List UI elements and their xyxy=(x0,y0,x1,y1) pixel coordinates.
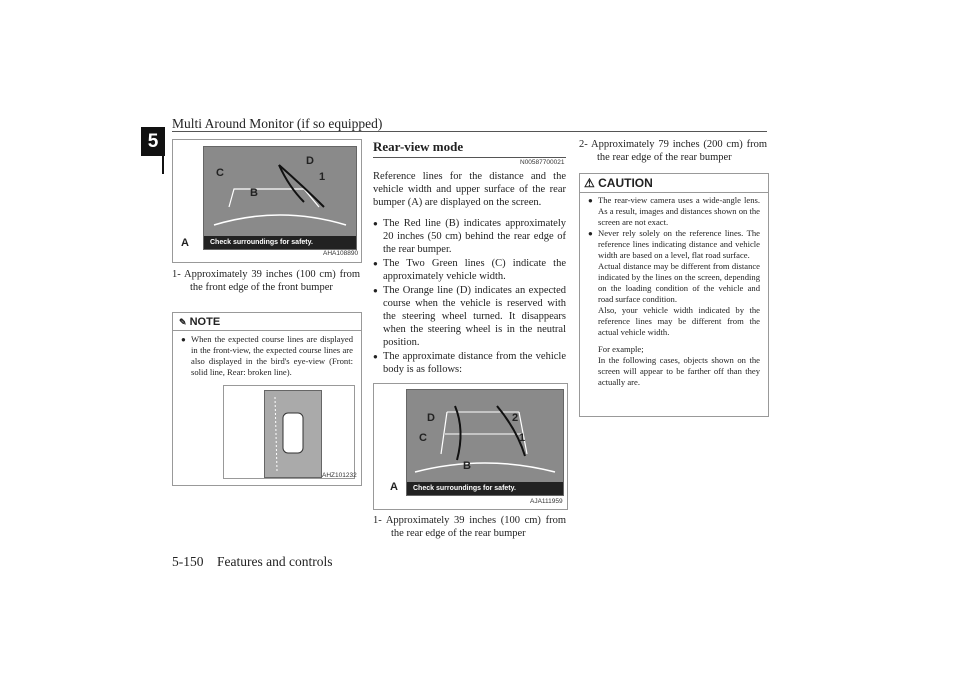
bullet-green-lines: ● The Two Green lines (C) indicate the approximately vehicle width. xyxy=(373,257,566,283)
fig1-code: AHA108890 xyxy=(323,250,359,257)
rear-view-heading-wrap xyxy=(373,139,566,158)
col3-caption: 2- Approximately 79 inches (200 cm) from the rear edge of the rear bumper xyxy=(579,139,767,163)
caution-bullet-reference-lines: ● Never rely solely on the reference lines. The reference lines indicating distance and vehicle width are based on a level, flat road surface. xyxy=(588,228,760,261)
caution-para-vehicle-width: Also, your vehicle width indicated by the reference lines may be different from the actual vehicle width. xyxy=(598,305,760,337)
fig2-label-1: 1 xyxy=(519,432,526,444)
caution-para-example: For example; xyxy=(598,344,644,354)
note-header xyxy=(179,316,220,328)
rear-camera-screen xyxy=(406,389,564,496)
caution-body xyxy=(588,195,760,388)
warning-triangle-icon: ⚠ xyxy=(584,176,595,190)
front-screen-message: Check surroundings for safety. xyxy=(204,236,356,249)
note-icon: ✎ xyxy=(179,317,187,327)
birds-eye-figure xyxy=(223,385,355,479)
header-rule xyxy=(172,131,767,132)
fig2-label-a: A xyxy=(390,481,398,493)
front-view-figure xyxy=(172,139,362,263)
section-tab: 5 xyxy=(141,127,165,156)
fig2-label-2: 2 xyxy=(512,412,519,424)
caution-header xyxy=(584,176,653,190)
caution-box xyxy=(579,173,769,417)
rear-view-bullets xyxy=(373,217,566,376)
rear-guide-lines xyxy=(407,390,563,495)
fig2-label-b: B xyxy=(463,460,471,472)
caution-rule xyxy=(580,192,768,193)
front-guide-lines xyxy=(204,147,356,249)
fig2-label-c: C xyxy=(419,432,427,444)
note-header-text: NOTE xyxy=(189,316,221,328)
page-footer: 5-150 Features and controls xyxy=(172,554,333,569)
rear-view-heading: Rear-view mode xyxy=(373,139,464,154)
fig2-label-d: D xyxy=(427,412,435,424)
note-fig-code: AHZ101232 xyxy=(322,472,357,479)
fig2-code: AJA111959 xyxy=(530,498,563,505)
section-tab-line xyxy=(162,156,164,174)
fig1-label-a: A xyxy=(181,237,189,249)
caution-bullet-wide-angle: ● The rear-view camera uses a wide-angle lens. As a result, images and distances shown on the screen are not exact. xyxy=(588,195,760,228)
fig1-label-d: D xyxy=(306,155,314,167)
rear-screen-message: Check surroundings for safety. xyxy=(407,482,563,495)
fig1-label-1: 1 xyxy=(319,171,326,183)
birds-eye-car-icon xyxy=(265,391,321,477)
rear-view-figure xyxy=(373,383,568,510)
rear-view-intro: Reference lines for the distance and the vehicle width and upper surface of the rear bumper (A) are displayed on the screen. xyxy=(373,171,566,208)
rear-view-ref: N00587700021 xyxy=(520,159,565,166)
caution-para-cases: In the following cases, objects shown on the screen will appear to be farther off than they actually are. xyxy=(598,355,760,387)
col2-caption: 1- Approximately 39 inches (100 cm) from the rear edge of the rear bumper xyxy=(373,515,566,539)
fig1-label-b: B xyxy=(250,187,258,199)
page-header: Multi Around Monitor (if so equipped) xyxy=(172,116,383,131)
bullet-distance: ● The approximate distance from the vehicle body is as follows: xyxy=(373,350,566,376)
note-text: ● When the expected course lines are displayed in the front-view, the expected course lines are also displayed in the bird's eye-view (Front: solid line, Rear: broken line). xyxy=(181,334,353,378)
fig1-label-c: C xyxy=(216,167,224,179)
note-box xyxy=(172,312,362,486)
col1-caption: 1- Approximately 39 inches (100 cm) from the front edge of the front bumper xyxy=(172,269,360,293)
caution-header-text: CAUTION xyxy=(598,176,653,190)
caution-para-actual-distance: Actual distance may be different from distance indicated by the lines on the screen, depending on the loading condition of the vehicle and road surface condition. xyxy=(598,261,760,304)
bullet-orange-line: ● The Orange line (D) indicates an expected course when the vehicle is reserved with the steering wheel turned. It disappears when the steering wheel is in the neutral position. xyxy=(373,284,566,349)
note-rule xyxy=(173,330,361,331)
heading-rule xyxy=(373,157,566,158)
bullet-red-line: ● The Red line (B) indicates approximately 20 inches (50 cm) behind the rear edge of the rear bumper. xyxy=(373,217,566,256)
birds-eye-screen xyxy=(264,390,322,478)
front-camera-screen xyxy=(203,146,357,250)
